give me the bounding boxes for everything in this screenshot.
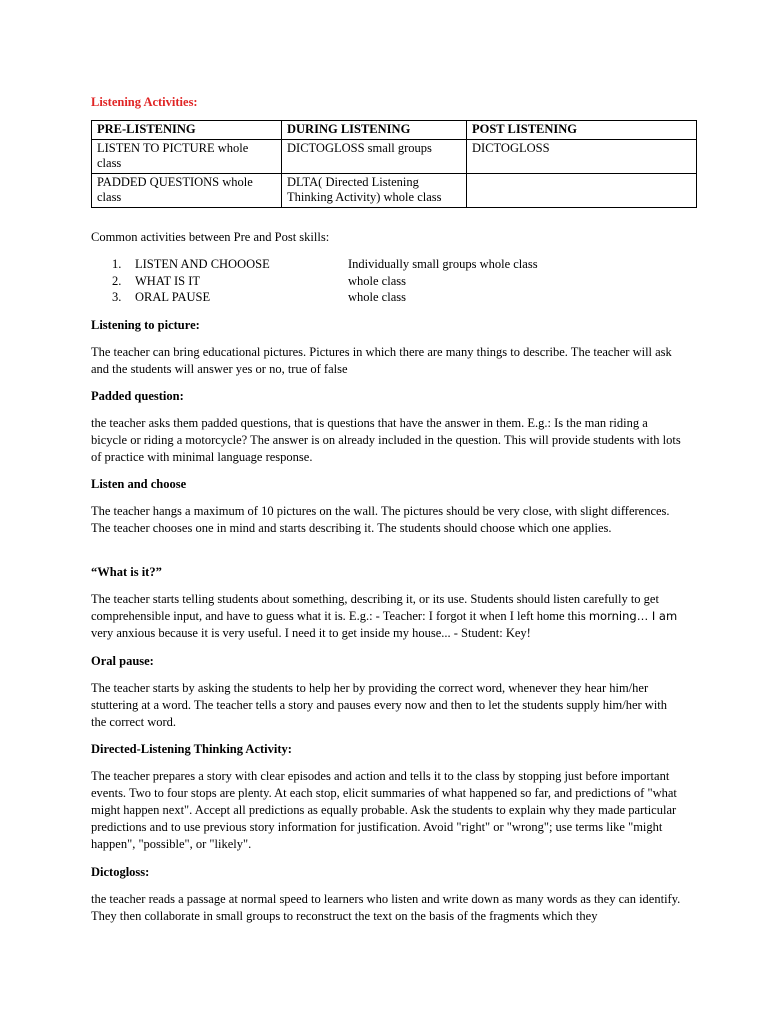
table-cell: DICTOGLOSS: [467, 139, 697, 173]
table-header-row: [92, 121, 697, 140]
section-text: The teacher starts by asking the students to help her by providing the correct word, whenever they hear him/her stuttering at a word. The teacher tells a story and pauses every now and then to let the students supply him/her with the correct word.: [91, 681, 668, 729]
list-item-label: LISTEN AND CHOOOSE: [135, 257, 270, 271]
section-what-is-it: [91, 564, 683, 642]
list-item-label: WHAT IS IT: [135, 273, 201, 288]
list-number: 3.: [112, 290, 122, 304]
table-row: [92, 139, 697, 173]
section-title: Listen and choose: [91, 477, 187, 491]
table-cell: PADDED QUESTIONS whole class: [92, 173, 282, 207]
list-item: [112, 273, 672, 290]
section-dlta: [91, 741, 683, 853]
section-text: The teacher can bring educational pictures. Pictures in which there are many things to describe. The teacher will ask and the students will answer yes or no, true of false: [91, 345, 672, 376]
page-heading: Listening Activities:: [91, 95, 198, 109]
section-text: The teacher hangs a maximum of 10 pictures on the wall. The pictures should be very close, with slight differences. The teacher chooses one in mind and starts describing it. The students should choose which one applies.: [91, 504, 670, 535]
list-item-mode: whole class: [348, 273, 406, 288]
list-item: [112, 289, 672, 306]
common-activities-list: [112, 256, 672, 306]
section-title: “What is it?”: [91, 565, 162, 579]
section-text-part: The teacher starts telling students about something, describing it, or its use. Students should listen carefully to get comprehensible input, and have to guess what it is. E.g.: - Teacher: I forgot it when I left home this: [91, 592, 659, 623]
table-header-cell: PRE-LISTENING: [92, 121, 282, 140]
section-title: Dictogloss:: [91, 865, 150, 879]
list-item-mode: whole class: [348, 290, 406, 304]
section-title: Oral pause:: [91, 654, 154, 668]
handwritten-text: morning… I am: [588, 609, 678, 623]
table-cell: LISTEN TO PICTURE whole class: [92, 139, 282, 173]
table-header-cell: POST LISTENING: [467, 121, 697, 140]
section-title: Directed-Listening Thinking Activity:: [91, 742, 292, 756]
section-oral-pause: [91, 653, 683, 731]
section-title: Listening to picture:: [91, 318, 200, 332]
table-cell: [467, 173, 697, 207]
list-item-label: ORAL PAUSE: [135, 290, 211, 304]
section-text: The teacher prepares a story with clear episodes and action and tells it to the class by stopping just before important events. Two to four stops are plenty. At each stop, elicit summaries of what happened so far, and predictions of "what might happen next". Accept all predictions as equally probable. Ask the students to explain why they made particular predictions and to use previous story information for justification. Avoid "right" or "wrong"; use terms like "might happen", "possible", or "likely".: [91, 769, 677, 851]
table-header-cell: DURING LISTENING: [282, 121, 467, 140]
list-number: 2.: [112, 273, 122, 288]
table-cell: DICTOGLOSS small groups: [282, 139, 467, 173]
section-text: [91, 591, 683, 642]
list-number: 1.: [112, 257, 122, 271]
list-item-mode: Individually small groups whole class: [348, 257, 538, 271]
section-listen-and-choose: [91, 476, 683, 537]
section-text-part: very anxious because it is very useful. I need it to get inside my house... - Student: Key!: [91, 626, 531, 640]
table-row: [92, 173, 697, 207]
section-text: the teacher reads a passage at normal speed to learners who listen and write down as many words as they can identify. They then collaborate in small groups to reconstruct the text on the basis of the fragments which they: [91, 892, 681, 923]
section-dictogloss: [91, 864, 683, 925]
list-item: [112, 256, 672, 273]
section-text: the teacher asks them padded questions, that is questions that have the answer in them. E.g.: Is the man riding a bicycle or riding a motorcycle? The answer is on already included in the question. This will provide students with lots of practice with minimal language response.: [91, 416, 681, 464]
common-activities-intro: Common activities between Pre and Post skills:: [91, 230, 330, 244]
section-padded-question: [91, 388, 683, 466]
section-title: Padded question:: [91, 389, 184, 403]
section-listening-to-picture: [91, 317, 683, 378]
activities-table: [91, 120, 697, 208]
table-cell: DLTA( Directed Listening Thinking Activity) whole class: [282, 173, 467, 207]
